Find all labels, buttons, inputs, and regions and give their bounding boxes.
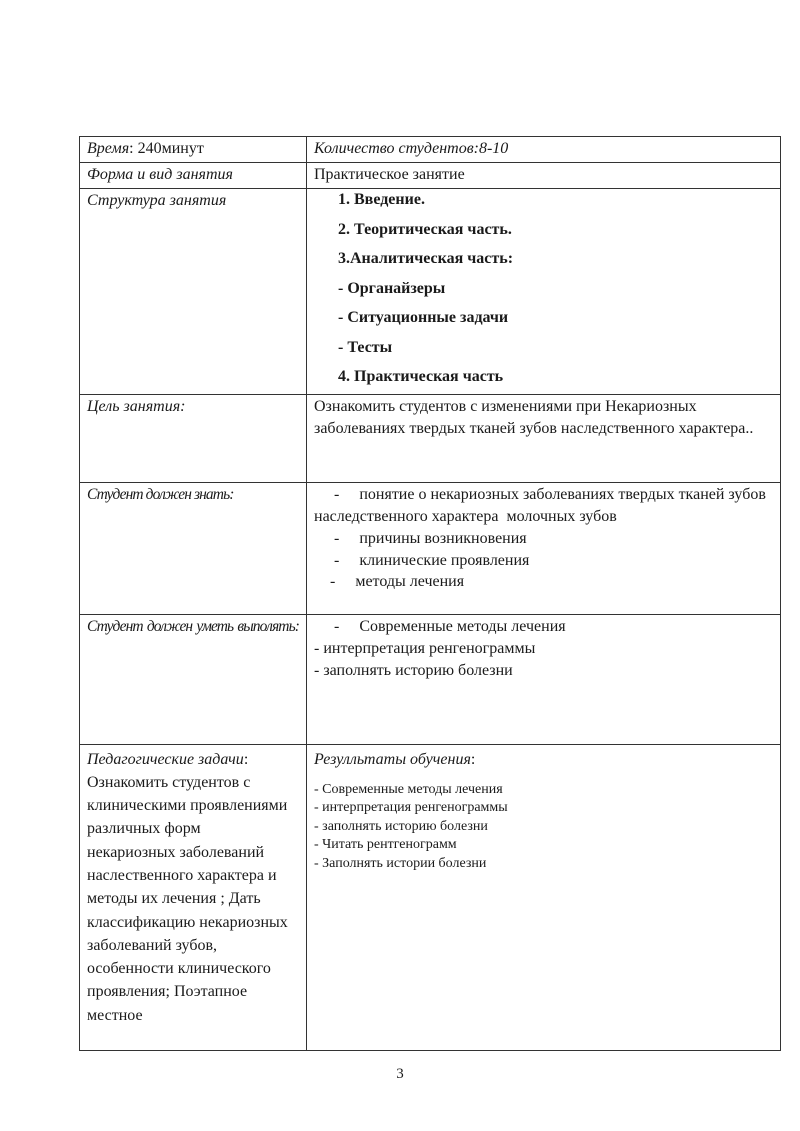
know-item: - понятие о некариозных заболеваниях твердых тканей зубов наследственного характера молочных зубов — [314, 485, 770, 525]
know-label-cell — [80, 482, 307, 614]
structure-item: - Тесты — [338, 338, 393, 356]
know-item: - клинические проявления — [314, 551, 530, 569]
results-item: - Современные методы лечения — [314, 781, 503, 797]
row-structure — [80, 189, 781, 395]
tasks-cell — [80, 744, 307, 1050]
tasks-text: Ознакомить студентов с клиническими проявлениями различных форм некариозных заболеваний наслественного характера и методы их лечения ; Дать классификацию некариозных заболеваний зубов, особенности клинического проявления; Поэтапное местное — [87, 773, 288, 1024]
know-label: Студент должен знать: — [87, 485, 234, 503]
structure-label: Структура занятия — [87, 192, 227, 209]
goal-label-cell — [80, 394, 307, 482]
row-time — [80, 137, 781, 163]
able-list-cell — [307, 614, 781, 744]
structure-item: 3.Аналитическая часть: — [338, 250, 514, 267]
structure-item: - Органайзеры — [338, 279, 446, 297]
know-list-cell — [307, 482, 781, 614]
goal-value: Ознакомить студентов с изменениями при Некариозных заболеваниях твердых тканей зубов наследственного характера.. — [314, 397, 754, 437]
able-label-cell — [80, 614, 307, 744]
structure-list-cell — [307, 189, 781, 395]
structure-item: 1. Введение. — [338, 191, 425, 208]
results-cell — [307, 744, 781, 1050]
tasks-label: Педагогические задачи — [87, 750, 244, 768]
able-item: - Современные методы лечения — [314, 617, 566, 635]
results-label-suffix: : — [470, 750, 476, 768]
tasks-label-suffix: : — [243, 750, 249, 768]
time-cell — [80, 137, 307, 163]
structure-item: - Ситуационные задачи — [338, 309, 509, 326]
page-number: 3 — [396, 1066, 404, 1082]
row-know — [80, 482, 781, 614]
row-able — [80, 614, 781, 744]
able-label: Студент должен уметь выполять: — [87, 617, 299, 635]
structure-item: 4. Практическая часть — [338, 368, 504, 385]
structure-label-cell — [80, 189, 307, 395]
form-label-cell — [80, 163, 307, 189]
results-item: - Заполнять истории болезни — [314, 855, 487, 871]
time-value: : 240минут — [129, 140, 204, 157]
goal-label: Цель занятия: — [87, 397, 186, 415]
results-item: - Читать рентгенограмм — [314, 837, 457, 852]
results-label: Резулльтаты обучения — [314, 750, 471, 768]
able-item: - интерпретация ренгенограммы — [314, 639, 536, 657]
row-tasks — [80, 744, 781, 1050]
form-label: Форма и вид занятия — [87, 166, 233, 183]
results-item: - заполнять историю болезни — [314, 818, 488, 834]
able-item: - заполнять историю болезни — [314, 661, 513, 679]
lesson-plan-table — [79, 136, 781, 1051]
know-item: - причины возникновения — [314, 529, 527, 547]
students-cell — [307, 137, 781, 163]
results-item: - интерпретация ренгенограммы — [314, 800, 508, 815]
form-value: Практическое занятие — [314, 166, 465, 183]
time-label: Время — [87, 140, 130, 157]
row-goal — [80, 394, 781, 482]
students-count: Количество студентов:8-10 — [314, 140, 509, 157]
know-item: - методы лечения — [314, 572, 465, 590]
structure-item: 2. Теоритическая часть. — [338, 220, 512, 238]
goal-value-cell — [307, 394, 781, 482]
